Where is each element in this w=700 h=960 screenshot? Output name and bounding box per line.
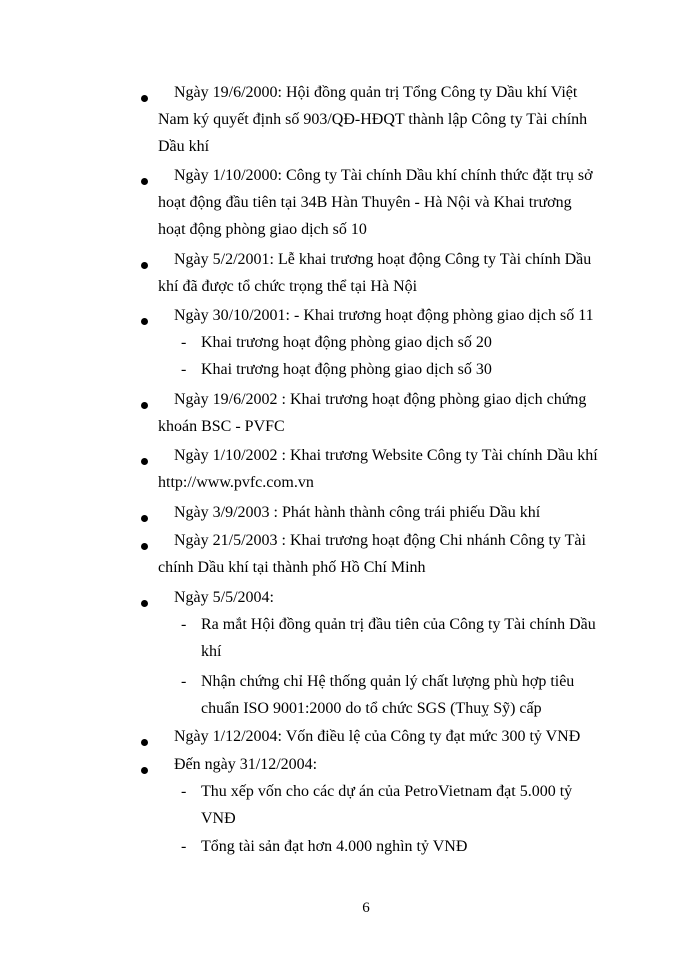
bullet-icon	[141, 543, 148, 550]
subitem-text-line: Nhận chứng chỉ Hệ thống quản lý chất lượng phù hợp tiêu	[201, 673, 575, 690]
subitem-text-line: Khai trương hoạt động phòng giao dịch số 30	[201, 361, 492, 378]
subitem-text-line: Tổng tài sản đạt hơn 4.000 nghìn tỷ VNĐ	[201, 838, 468, 855]
entry-text-line: Ngày 5/2/2001: Lễ khai trương hoạt động Công ty Tài chính Dầu	[174, 251, 592, 268]
dash-icon: -	[181, 616, 187, 633]
dash-icon: -	[181, 838, 187, 855]
bullet-icon	[141, 318, 148, 325]
bullet-icon	[141, 458, 148, 465]
entry-text-line: khoán BSC - PVFC	[158, 418, 285, 435]
entry-text-line: Ngày 1/10/2002 : Khai trương Website Công ty Tài chính Dầu khí	[174, 447, 598, 464]
dash-icon: -	[181, 673, 187, 690]
subitem-text-line: khí	[201, 643, 222, 660]
entry-text-line: hoạt động phòng giao dịch số 10	[158, 221, 367, 238]
subitem-text-line: VNĐ	[201, 810, 236, 827]
bullet-icon	[141, 178, 148, 185]
subitem-text-line: chuẩn ISO 9001:2000 do tổ chức SGS (Thuỵ Sỹ) cấp	[201, 700, 542, 717]
entry-text-line: Ngày 1/12/2004: Vốn điều lệ của Công ty đạt mức 300 tỷ VNĐ	[174, 728, 581, 745]
subitem-text-line: Khai trương hoạt động phòng giao dịch số 20	[201, 334, 492, 351]
bullet-icon	[141, 402, 148, 409]
entry-text-line: chính Dầu khí tại thành phố Hồ Chí Minh	[158, 559, 426, 576]
dash-icon: -	[181, 334, 187, 351]
subitem-text-line: Thu xếp vốn cho các dự án của PetroVietnam đạt 5.000 tỷ	[201, 783, 573, 800]
entry-text-line: http://www.pvfc.com.vn	[158, 474, 314, 491]
page-number: 6	[362, 900, 370, 916]
bullet-icon	[141, 95, 148, 102]
dash-icon: -	[181, 361, 187, 378]
bullet-icon	[141, 739, 148, 746]
entry-text-line: Ngày 3/9/2003 : Phát hành thành công trái phiếu Dầu khí	[174, 504, 541, 521]
bullet-icon	[141, 767, 148, 774]
entry-text-line: hoạt động đầu tiên tại 34B Hàn Thuyên - Hà Nội và Khai trương	[158, 194, 572, 211]
dash-icon: -	[181, 783, 187, 800]
entry-text-line: Ngày 5/5/2004:	[174, 589, 274, 606]
entry-text-line: Đến ngày 31/12/2004:	[174, 756, 318, 773]
entry-text-line: Ngày 19/6/2000: Hội đồng quản trị Tổng Công ty Dầu khí Việt	[174, 84, 578, 101]
entry-text-line: Ngày 21/5/2003 : Khai trương hoạt động Chi nhánh Công ty Tài	[174, 532, 586, 549]
bullet-icon	[141, 600, 148, 607]
entry-text-line: khí đã được tổ chức trọng thể tại Hà Nội	[158, 278, 418, 295]
entry-text-line: Ngày 30/10/2001: - Khai trương hoạt động phòng giao dịch số 11	[174, 307, 594, 324]
entry-text-line: Dầu khí	[158, 138, 210, 155]
bullet-icon	[141, 515, 148, 522]
entry-text-line: Nam ký quyết định số 903/QĐ-HĐQT thành lập Công ty Tài chính	[158, 111, 588, 128]
entry-text-line: Ngày 1/10/2000: Công ty Tài chính Dầu khí chính thức đặt trụ sở	[174, 167, 593, 184]
subitem-text-line: Ra mắt Hội đồng quản trị đầu tiên của Công ty Tài chính Dầu	[201, 616, 596, 633]
bullet-icon	[141, 262, 148, 269]
entry-text-line: Ngày 19/6/2002 : Khai trương hoạt động phòng giao dịch chứng	[174, 391, 587, 408]
